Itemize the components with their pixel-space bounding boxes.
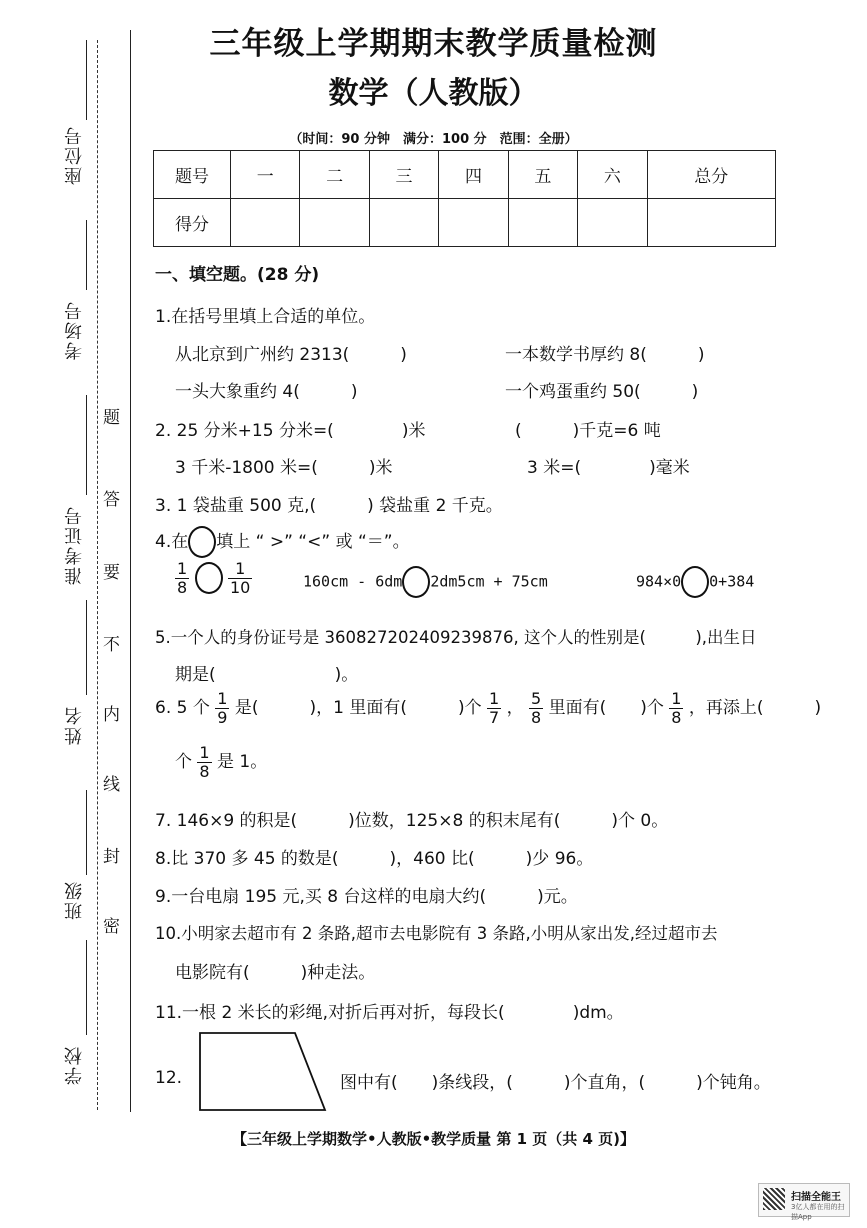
fraction bbox=[669, 690, 683, 726]
question-4-item-c bbox=[636, 566, 754, 598]
question-12-number: 12. bbox=[155, 1068, 183, 1088]
question-2-item: 3 米=( )毫米 bbox=[527, 458, 690, 478]
table-cell: 得分 bbox=[154, 199, 231, 247]
exam-title: 三年级上学期期末教学质量检测 bbox=[209, 26, 658, 62]
numerator: 1 bbox=[489, 689, 500, 708]
qr-code-icon bbox=[763, 1188, 785, 1210]
exam-subtitle: 数学（人教版） bbox=[328, 76, 539, 111]
binding-dashed-line bbox=[97, 40, 98, 1110]
question-4-item-b bbox=[303, 566, 548, 598]
question-10-line2: 电影院有( )种走法。 bbox=[175, 963, 376, 983]
question-5-line1: 5.一个人的身份证号是 360827202409239876, 这个人的性别是( ),出生日 bbox=[155, 628, 757, 647]
score-table bbox=[153, 150, 776, 247]
score-cell[interactable] bbox=[647, 199, 775, 247]
question-9: 9.一台电扇 195 元,买 8 台这样的电扇大约( )元。 bbox=[155, 887, 578, 907]
admission-number-blank bbox=[86, 395, 87, 495]
seal-word: 密 bbox=[103, 917, 120, 937]
name-blank bbox=[86, 600, 87, 695]
trapezoid-figure bbox=[195, 1028, 330, 1114]
fraction bbox=[529, 690, 543, 726]
admission-number-label: 准考证号 bbox=[64, 505, 85, 585]
question-1-item: 一本数学书厚约 8( ) bbox=[505, 345, 705, 365]
question-10-line1: 10.小明家去超市有 2 条路,超市去电影院有 3 条路,小明从家出发,经过超市去 bbox=[155, 924, 718, 943]
question-4-instruction: 填上 “ >” “<” 或 “＝”。 bbox=[216, 532, 410, 552]
question-5-line2: 期是( )。 bbox=[175, 665, 359, 685]
score-cell[interactable] bbox=[508, 199, 577, 247]
seal-word: 答 bbox=[103, 490, 120, 510]
table-cell: 二 bbox=[300, 151, 369, 199]
numerator: 1 bbox=[217, 689, 228, 708]
question-7: 7. 146×9 的积是( )位数，125×8 的积末尾有( )个 0。 bbox=[155, 811, 669, 831]
seat-number-label: 座位号 bbox=[64, 125, 85, 185]
question-6-text: ， bbox=[506, 698, 524, 719]
question-6-text: ，再添上( ) bbox=[688, 698, 822, 719]
question-1-title: 1.在括号里填上合适的单位。 bbox=[155, 307, 376, 327]
denominator: 7 bbox=[489, 707, 500, 727]
denominator: 8 bbox=[177, 577, 188, 597]
score-cell[interactable] bbox=[300, 199, 369, 247]
question-6-line1 bbox=[155, 690, 821, 726]
table-cell: 一 bbox=[231, 151, 300, 199]
class-blank bbox=[86, 790, 87, 875]
question-4-prefix: 4.在 bbox=[155, 532, 189, 552]
numerator: 1 bbox=[199, 743, 210, 762]
question-4-item-a bbox=[175, 560, 252, 596]
question-2-item: 2. 25 分米+15 分米=( )米 bbox=[155, 421, 426, 441]
seal-word: 线 bbox=[103, 775, 120, 795]
table-row bbox=[154, 151, 776, 199]
denominator: 8 bbox=[531, 707, 542, 727]
seal-word: 要 bbox=[103, 563, 120, 583]
binding-solid-line bbox=[130, 30, 131, 1112]
table-cell: 五 bbox=[508, 151, 577, 199]
section-title: 一、填空题。(28 分) bbox=[155, 265, 320, 285]
exam-room-blank bbox=[86, 220, 87, 290]
seal-word: 题 bbox=[103, 408, 120, 428]
table-cell: 题号 bbox=[154, 151, 231, 199]
fraction bbox=[197, 744, 211, 780]
stamp-subtitle: 3亿人都在用的扫描App bbox=[791, 1203, 845, 1221]
denominator: 10 bbox=[230, 577, 251, 597]
question-6-text: 是 1。 bbox=[217, 752, 268, 773]
fraction bbox=[228, 560, 252, 596]
fraction bbox=[487, 690, 501, 726]
expression-left: 984×0 bbox=[636, 572, 682, 591]
table-cell: 四 bbox=[439, 151, 508, 199]
question-6-text: 个 bbox=[175, 752, 192, 773]
question-8: 8.比 370 多 45 的数是( )，460 比( )少 96。 bbox=[155, 849, 594, 869]
numerator: 1 bbox=[671, 689, 682, 708]
table-row bbox=[154, 199, 776, 247]
question-6-text: 是( )，1 里面有( )个 bbox=[234, 698, 482, 719]
exam-room-label: 考场号 bbox=[64, 300, 85, 360]
question-6-text: 6. 5 个 bbox=[155, 698, 210, 719]
compare-circle-icon[interactable] bbox=[195, 562, 223, 594]
score-cell[interactable] bbox=[578, 199, 647, 247]
seal-word: 不 bbox=[103, 635, 120, 655]
question-2-item: ( )千克=6 吨 bbox=[515, 421, 661, 441]
page-footer: 【三年级上学期数学•人教版•教学质量 第 1 页（共 4 页)】 bbox=[231, 1130, 636, 1148]
stamp-title: 扫描全能王 bbox=[791, 1192, 841, 1203]
school-label: 学校 bbox=[64, 1045, 85, 1085]
question-3: 3. 1 袋盐重 500 克,( ) 袋盐重 2 千克。 bbox=[155, 496, 503, 516]
fraction bbox=[215, 690, 229, 726]
expression-left: 160cm - 6dm bbox=[303, 572, 403, 591]
denominator: 8 bbox=[671, 707, 682, 727]
compare-circle-icon[interactable] bbox=[188, 526, 216, 558]
seal-word: 内 bbox=[103, 705, 120, 725]
question-1-item: 一个鸡蛋重约 50( ) bbox=[505, 382, 699, 402]
table-cell: 六 bbox=[578, 151, 647, 199]
expression-right: 0+384 bbox=[709, 572, 755, 591]
numerator: 1 bbox=[228, 560, 252, 579]
compare-circle-icon[interactable] bbox=[681, 566, 709, 598]
compare-circle-icon[interactable] bbox=[402, 566, 430, 598]
question-6-line2 bbox=[175, 744, 267, 780]
question-1-item: 从北京到广州约 2313( ) bbox=[175, 345, 407, 365]
score-cell[interactable] bbox=[439, 199, 508, 247]
name-label: 姓名 bbox=[64, 705, 85, 745]
numerator: 5 bbox=[531, 689, 542, 708]
expression-right: 2dm5cm + 75cm bbox=[430, 572, 548, 591]
table-cell: 三 bbox=[369, 151, 438, 199]
score-cell[interactable] bbox=[231, 199, 300, 247]
exam-meta: （时间：90 分钟 满分：100 分 范围：全册） bbox=[289, 132, 578, 147]
class-label: 班级 bbox=[64, 880, 85, 920]
question-2-item: 3 千米-1800 米=( )米 bbox=[175, 458, 393, 478]
trapezoid-shape bbox=[200, 1033, 325, 1110]
fraction bbox=[175, 560, 189, 596]
question-4-title bbox=[155, 526, 410, 558]
question-1-item: 一头大象重约 4( ) bbox=[175, 382, 358, 402]
denominator: 9 bbox=[217, 707, 228, 727]
score-cell[interactable] bbox=[369, 199, 438, 247]
seal-word: 封 bbox=[103, 847, 120, 867]
school-blank bbox=[86, 940, 87, 1035]
table-cell: 总分 bbox=[647, 151, 775, 199]
question-11: 11.一根 2 米长的彩绳,对折后再对折，每段长( )dm。 bbox=[155, 1003, 624, 1023]
question-6-text: 里面有( )个 bbox=[548, 698, 664, 719]
question-12-text: 图中有( )条线段，( )个直角，( )个钝角。 bbox=[340, 1073, 771, 1093]
numerator: 1 bbox=[177, 559, 188, 578]
denominator: 8 bbox=[199, 761, 210, 781]
scanner-stamp bbox=[758, 1183, 850, 1221]
